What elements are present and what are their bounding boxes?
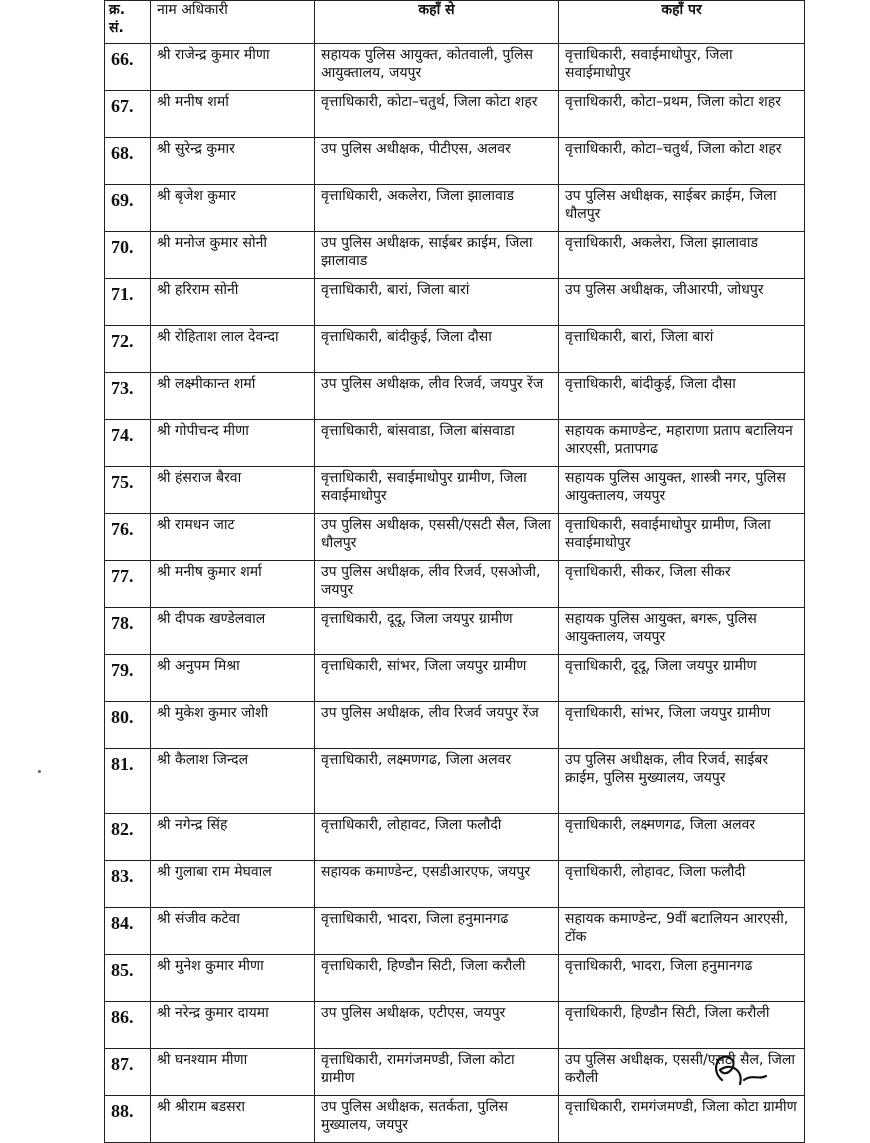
to-posting-cell: वृत्ताधिकारी, रामगंजमण्डी, जिला कोटा ग्रामीण <box>559 1096 805 1143</box>
table-row <box>105 91 805 138</box>
to-posting-cell: वृत्ताधिकारी, दूदू, जिला जयपुर ग्रामीण <box>559 655 805 702</box>
officer-name-cell: श्री गोपीचन्द मीणा <box>151 420 315 467</box>
to-posting-cell: सहायक कमाण्डेन्ट, महाराणा प्रताप बटालियन आरएसी, प्रतापगढ <box>559 420 805 467</box>
to-posting-cell: उप पुलिस अधीक्षक, जीआरपी, जोधपुर <box>559 279 805 326</box>
serial-no-cell: 68. <box>105 138 151 185</box>
from-posting-cell: उप पुलिस अधीक्षक, लीव रिजर्व, जयपुर रेंज <box>315 373 559 420</box>
table-row <box>105 514 805 561</box>
serial-no-cell: 76. <box>105 514 151 561</box>
to-posting-cell: वृत्ताधिकारी, लोहावट, जिला फलौदी <box>559 861 805 908</box>
to-posting-cell: वृत्ताधिकारी, भादरा, जिला हनुमानगढ <box>559 955 805 1002</box>
table-row <box>105 749 805 814</box>
from-posting-cell: सहायक पुलिस आयुक्त, कोतवाली, पुलिस आयुक्तालय, जयपुर <box>315 44 559 91</box>
header-from: कहाँ से <box>315 1 559 44</box>
to-posting-cell: सहायक पुलिस आयुक्त, शास्त्री नगर, पुलिस आयुक्तालय, जयपुर <box>559 467 805 514</box>
serial-no-cell: 67. <box>105 91 151 138</box>
from-posting-cell: वृत्ताधिकारी, बांदीकुई, जिला दौसा <box>315 326 559 373</box>
to-posting-cell: उप पुलिस अधीक्षक, एससी/एसटी सैल, जिला करौली <box>559 1049 805 1096</box>
officer-name-cell: श्री बृजेश कुमार <box>151 185 315 232</box>
table-row <box>105 955 805 1002</box>
to-posting-cell: उप पुलिस अधीक्षक, साईबर क्राईम, जिला धौलपुर <box>559 185 805 232</box>
transfer-table <box>104 0 805 1143</box>
serial-no-cell: 79. <box>105 655 151 702</box>
table-row <box>105 655 805 702</box>
to-posting-cell: वृत्ताधिकारी, सवाईमाधोपुर ग्रामीण, जिला सवाईमाधोपुर <box>559 514 805 561</box>
serial-no-cell: 70. <box>105 232 151 279</box>
to-posting-cell: वृत्ताधिकारी, सीकर, जिला सीकर <box>559 561 805 608</box>
from-posting-cell: उप पुलिस अधीक्षक, पीटीएस, अलवर <box>315 138 559 185</box>
from-posting-cell: वृत्ताधिकारी, रामगंजमण्डी, जिला कोटा ग्रामीण <box>315 1049 559 1096</box>
serial-no-cell: 71. <box>105 279 151 326</box>
from-posting-cell: उप पुलिस अधीक्षक, साईबर क्राईम, जिला झालावाड <box>315 232 559 279</box>
serial-no-cell: 73. <box>105 373 151 420</box>
officer-name-cell: श्री हरिराम सोनी <box>151 279 315 326</box>
serial-no-cell: 86. <box>105 1002 151 1049</box>
from-posting-cell: वृत्ताधिकारी, बारां, जिला बारां <box>315 279 559 326</box>
to-posting-cell: वृत्ताधिकारी, सांभर, जिला जयपुर ग्रामीण <box>559 702 805 749</box>
header-serial-no: क्र. सं. <box>105 1 151 44</box>
from-posting-cell: सहायक कमाण्डेन्ट, एसडीआरएफ, जयपुर <box>315 861 559 908</box>
officer-name-cell: श्री श्रीराम बडसरा <box>151 1096 315 1143</box>
from-posting-cell: वृत्ताधिकारी, कोटा–चतुर्थ, जिला कोटा शहर <box>315 91 559 138</box>
serial-no-cell: 78. <box>105 608 151 655</box>
serial-no-cell: 75. <box>105 467 151 514</box>
to-posting-cell: सहायक कमाण्डेन्ट, 9वीं बटालियन आरएसी, टोंक <box>559 908 805 955</box>
table-row <box>105 702 805 749</box>
from-posting-cell: उप पुलिस अधीक्षक, एटीएस, जयपुर <box>315 1002 559 1049</box>
table-body <box>105 44 805 1143</box>
to-posting-cell: वृत्ताधिकारी, हिण्डौन सिटी, जिला करौली <box>559 1002 805 1049</box>
table-row <box>105 185 805 232</box>
officer-name-cell: श्री मनोज कुमार सोनी <box>151 232 315 279</box>
officer-name-cell: श्री मनीष कुमार शर्मा <box>151 561 315 608</box>
to-posting-cell: वृत्ताधिकारी, सवाईमाधोपुर, जिला सवाईमाधोपुर <box>559 44 805 91</box>
serial-no-cell: 88. <box>105 1096 151 1143</box>
officer-name-cell: श्री नरेन्द्र कुमार दायमा <box>151 1002 315 1049</box>
from-posting-cell: वृत्ताधिकारी, लोहावट, जिला फलौदी <box>315 814 559 861</box>
table-row <box>105 373 805 420</box>
table-row <box>105 467 805 514</box>
table-header-row <box>105 1 805 44</box>
table-row <box>105 138 805 185</box>
to-posting-cell: वृत्ताधिकारी, अकलेरा, जिला झालावाड <box>559 232 805 279</box>
to-posting-cell: वृत्ताधिकारी, कोटा–चतुर्थ, जिला कोटा शहर <box>559 138 805 185</box>
header-to: कहाँ पर <box>559 1 805 44</box>
table-row <box>105 814 805 861</box>
officer-name-cell: श्री रोहिताश लाल देवन्दा <box>151 326 315 373</box>
from-posting-cell: वृत्ताधिकारी, अकलेरा, जिला झालावाड <box>315 185 559 232</box>
signature-mark <box>700 1040 780 1088</box>
from-posting-cell: वृत्ताधिकारी, बांसवाडा, जिला बांसवाडा <box>315 420 559 467</box>
officer-name-cell: श्री लक्ष्मीकान्त शर्मा <box>151 373 315 420</box>
officer-name-cell: श्री हंसराज बैरवा <box>151 467 315 514</box>
to-posting-cell: सहायक पुलिस आयुक्त, बगरू, पुलिस आयुक्तालय, जयपुर <box>559 608 805 655</box>
table-row <box>105 1096 805 1143</box>
officer-name-cell: श्री गुलाबा राम मेघवाल <box>151 861 315 908</box>
table-row <box>105 861 805 908</box>
table-row <box>105 326 805 373</box>
serial-no-cell: 83. <box>105 861 151 908</box>
officer-name-cell: श्री मनीष शर्मा <box>151 91 315 138</box>
from-posting-cell: वृत्ताधिकारी, दूदू, जिला जयपुर ग्रामीण <box>315 608 559 655</box>
table-row <box>105 420 805 467</box>
officer-name-cell: श्री अनुपम मिश्रा <box>151 655 315 702</box>
from-posting-cell: उप पुलिस अधीक्षक, लीव रिजर्व जयपुर रेंज <box>315 702 559 749</box>
serial-no-cell: 85. <box>105 955 151 1002</box>
serial-no-cell: 80. <box>105 702 151 749</box>
to-posting-cell: उप पुलिस अधीक्षक, लीव रिजर्व, साईबर क्राईम, पुलिस मुख्यालय, जयपुर <box>559 749 805 814</box>
to-posting-cell: वृत्ताधिकारी, कोटा–प्रथम, जिला कोटा शहर <box>559 91 805 138</box>
to-posting-cell: वृत्ताधिकारी, बारां, जिला बारां <box>559 326 805 373</box>
scan-speck <box>38 770 41 773</box>
from-posting-cell: वृत्ताधिकारी, हिण्डौन सिटी, जिला करौली <box>315 955 559 1002</box>
officer-name-cell: श्री संजीव कटेवा <box>151 908 315 955</box>
table-row <box>105 908 805 955</box>
serial-no-cell: 66. <box>105 44 151 91</box>
serial-no-cell: 81. <box>105 749 151 814</box>
from-posting-cell: उप पुलिस अधीक्षक, एससी/एसटी सैल, जिला धौलपुर <box>315 514 559 561</box>
officer-name-cell: श्री कैलाश जिन्दल <box>151 749 315 814</box>
table-row <box>105 608 805 655</box>
officer-name-cell: श्री नगेन्द्र सिंह <box>151 814 315 861</box>
transfer-list-page <box>104 0 804 1143</box>
officer-name-cell: श्री मुकेश कुमार जोशी <box>151 702 315 749</box>
from-posting-cell: वृत्ताधिकारी, सवाईमाधोपुर ग्रामीण, जिला सवाईमाधोपुर <box>315 467 559 514</box>
serial-no-cell: 82. <box>105 814 151 861</box>
table-row <box>105 279 805 326</box>
from-posting-cell: उप पुलिस अधीक्षक, सतर्कता, पुलिस मुख्यालय, जयपुर <box>315 1096 559 1143</box>
officer-name-cell: श्री दीपक खण्डेलवाल <box>151 608 315 655</box>
from-posting-cell: वृत्ताधिकारी, भादरा, जिला हनुमानगढ <box>315 908 559 955</box>
serial-no-cell: 87. <box>105 1049 151 1096</box>
header-officer-name: नाम अधिकारी <box>151 1 315 44</box>
officer-name-cell: श्री रामधन जाट <box>151 514 315 561</box>
from-posting-cell: वृत्ताधिकारी, सांभर, जिला जयपुर ग्रामीण <box>315 655 559 702</box>
serial-no-cell: 72. <box>105 326 151 373</box>
from-posting-cell: उप पुलिस अधीक्षक, लीव रिजर्व, एसओजी, जयपुर <box>315 561 559 608</box>
table-row <box>105 44 805 91</box>
from-posting-cell: वृत्ताधिकारी, लक्ष्मणगढ, जिला अलवर <box>315 749 559 814</box>
to-posting-cell: वृत्ताधिकारी, बांदीकुई, जिला दौसा <box>559 373 805 420</box>
serial-no-cell: 74. <box>105 420 151 467</box>
table-row <box>105 561 805 608</box>
officer-name-cell: श्री मुनेश कुमार मीणा <box>151 955 315 1002</box>
table-row <box>105 232 805 279</box>
to-posting-cell: वृत्ताधिकारी, लक्ष्मणगढ, जिला अलवर <box>559 814 805 861</box>
serial-no-cell: 77. <box>105 561 151 608</box>
officer-name-cell: श्री सुरेन्द्र कुमार <box>151 138 315 185</box>
serial-no-cell: 84. <box>105 908 151 955</box>
officer-name-cell: श्री घनश्याम मीणा <box>151 1049 315 1096</box>
officer-name-cell: श्री राजेन्द्र कुमार मीणा <box>151 44 315 91</box>
serial-no-cell: 69. <box>105 185 151 232</box>
